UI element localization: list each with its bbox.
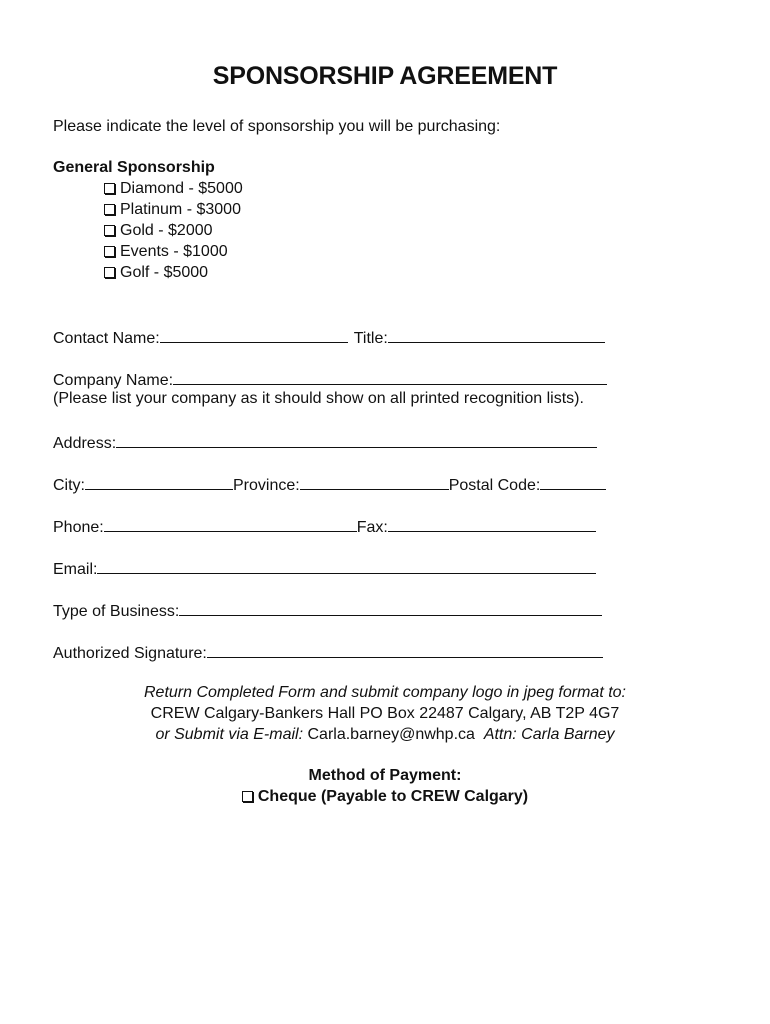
address-input[interactable]	[116, 431, 597, 448]
payment-option-label: Cheque (Payable to CREW Calgary)	[257, 788, 529, 805]
company-name-row	[53, 368, 607, 391]
checkbox-icon[interactable]	[104, 246, 115, 257]
signature-label: Authorized Signature:	[53, 645, 207, 662]
province-label: Province:	[233, 477, 300, 494]
checkbox-icon[interactable]	[104, 204, 115, 215]
postal-code-label: Postal Code:	[448, 477, 541, 494]
checkbox-icon[interactable]	[242, 791, 253, 802]
checkbox-icon[interactable]	[104, 183, 115, 194]
email-input[interactable]	[97, 557, 596, 574]
contact-name-label: Contact Name:	[53, 330, 160, 347]
option-platinum[interactable]	[104, 200, 241, 220]
intro-text: Please indicate the level of sponsorship you will be purchasing:	[53, 118, 501, 135]
return-instruction: Return Completed Form and submit company logo in jpeg format to:	[143, 684, 626, 701]
contact-name-row	[53, 326, 605, 349]
checkbox-icon[interactable]	[104, 267, 115, 278]
type-of-business-input[interactable]	[179, 599, 602, 616]
option-label: Gold - $2000	[120, 222, 213, 239]
postal-code-input[interactable]	[540, 473, 606, 490]
city-input[interactable]	[85, 473, 233, 490]
payment-option-cheque[interactable]	[0, 787, 770, 807]
option-label: Platinum - $3000	[120, 201, 241, 218]
page-title: SPONSORSHIP AGREEMENT	[212, 62, 558, 90]
return-address: CREW Calgary-Bankers Hall PO Box 22487 Calgary, AB T2P 4G7	[150, 705, 620, 722]
address-row	[53, 431, 597, 454]
title-input[interactable]	[388, 326, 605, 343]
email-prefix: or Submit via E-mail:	[155, 726, 304, 743]
option-diamond[interactable]	[104, 179, 243, 199]
checkbox-icon[interactable]	[104, 225, 115, 236]
option-events[interactable]	[104, 242, 228, 262]
contact-name-input[interactable]	[160, 326, 348, 343]
phone-label: Phone:	[53, 519, 104, 536]
signature-row	[53, 641, 603, 664]
title-label: Title:	[353, 330, 388, 347]
option-golf[interactable]	[104, 263, 208, 283]
city-row	[53, 473, 606, 496]
company-name-label: Company Name:	[53, 372, 174, 389]
province-input[interactable]	[300, 473, 449, 490]
type-of-business-label: Type of Business:	[53, 603, 180, 620]
payment-heading: Method of Payment:	[308, 767, 462, 784]
email-label: Email:	[53, 561, 98, 578]
option-label: Events - $1000	[120, 243, 228, 260]
phone-input[interactable]	[104, 515, 357, 532]
general-sponsorship-heading: General Sponsorship	[53, 159, 215, 176]
return-email[interactable]: Carla.barney@nwhp.ca	[307, 726, 475, 743]
phone-row	[53, 515, 596, 538]
address-label: Address:	[53, 435, 117, 452]
company-name-input[interactable]	[173, 368, 607, 385]
signature-input[interactable]	[207, 641, 603, 658]
option-label: Diamond - $5000	[120, 180, 243, 197]
email-row	[53, 557, 596, 580]
company-note: (Please list your company as it should show on all printed recognition lists).	[53, 390, 584, 407]
return-email-line	[0, 725, 770, 745]
city-label: City:	[53, 477, 85, 494]
option-gold[interactable]	[104, 221, 213, 241]
option-label: Golf - $5000	[120, 264, 209, 281]
fax-label: Fax:	[356, 519, 388, 536]
attention-text: Attn: Carla Barney	[483, 726, 615, 743]
fax-input[interactable]	[388, 515, 596, 532]
type-of-business-row	[53, 599, 602, 622]
